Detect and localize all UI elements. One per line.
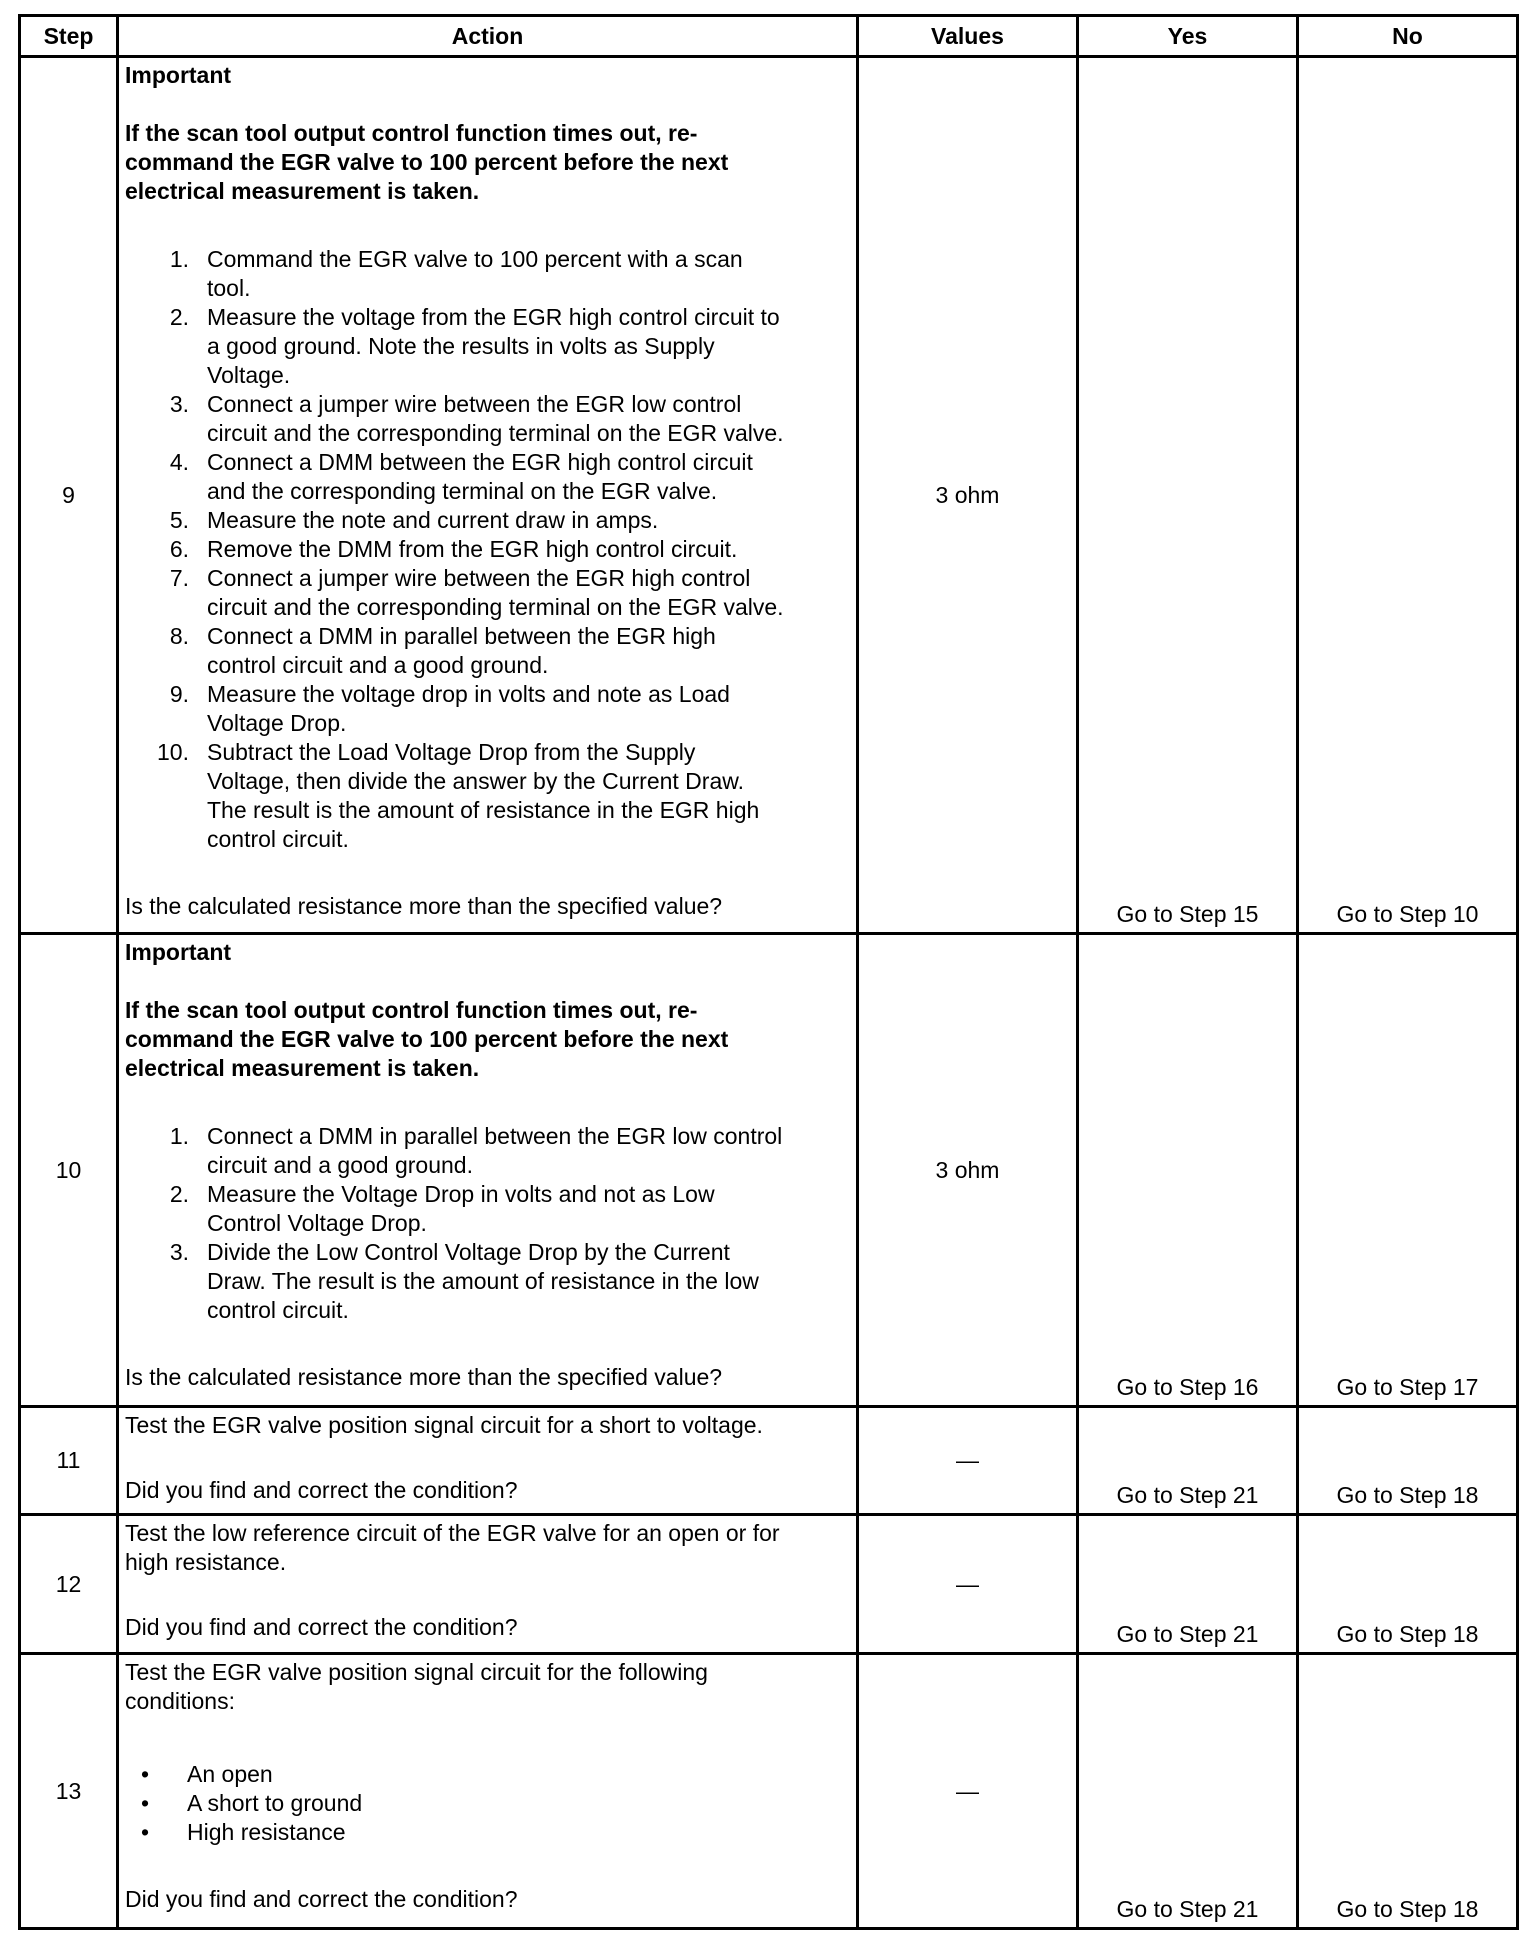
list-item: • High resistance (125, 1818, 856, 1847)
table-row (20, 1654, 1518, 1929)
list-item: • A short to ground (125, 1789, 856, 1818)
header-action: Action (118, 16, 858, 57)
list-item: 4. Connect a DMM between the EGR high control circuit and the corresponding terminal on the EGR valve. (169, 449, 753, 504)
value-cell: 3 ohm (858, 57, 1078, 934)
bullet-icon: • (140, 1790, 149, 1816)
yes-cell: Go to Step 21 (1078, 1515, 1298, 1654)
table-row (20, 1515, 1518, 1654)
procedure-list (125, 245, 856, 854)
table-row (20, 1407, 1518, 1515)
action-cell (118, 57, 858, 934)
no-cell: Go to Step 17 (1298, 934, 1518, 1407)
important-text: command the EGR valve to 100 percent before the next (125, 1026, 729, 1052)
question-text: Did you find and correct the condition? (125, 1477, 518, 1503)
yes-cell: Go to Step 15 (1078, 57, 1298, 934)
yes-cell: Go to Step 16 (1078, 934, 1298, 1407)
diagnostic-table (18, 14, 1519, 1930)
list-item: 3. Divide the Low Control Voltage Drop by the Current Draw. The result is the amount of resistance in the low control circuit. (169, 1239, 759, 1323)
step-number: 10 (20, 934, 118, 1407)
action-cell (118, 1515, 858, 1654)
step-number: 13 (20, 1654, 118, 1929)
important-text: If the scan tool output control function times out, re- (125, 120, 698, 146)
important-text: electrical measurement is taken. (125, 1055, 480, 1081)
important-text: electrical measurement is taken. (125, 178, 480, 204)
list-item: 2. Measure the Voltage Drop in volts and not as Low Control Voltage Drop. (169, 1181, 715, 1236)
action-text: conditions: (125, 1688, 235, 1714)
step-number: 9 (20, 57, 118, 934)
header-row (20, 16, 1518, 57)
list-item: 6. Remove the DMM from the EGR high control circuit. (169, 536, 738, 562)
step-number: 12 (20, 1515, 118, 1654)
action-text: Test the EGR valve position signal circuit for a short to voltage. (125, 1412, 763, 1438)
action-cell (118, 934, 858, 1407)
list-item: 1. Command the EGR valve to 100 percent with a scan tool. (169, 246, 743, 301)
action-cell (118, 1654, 858, 1929)
no-cell: Go to Step 10 (1298, 57, 1518, 934)
list-item: 7. Connect a jumper wire between the EGR high control circuit and the corresponding terminal on the EGR valve. (169, 565, 784, 620)
important-text: command the EGR valve to 100 percent before the next (125, 149, 729, 175)
list-item: • An open (125, 1760, 856, 1789)
yes-cell: Go to Step 21 (1078, 1407, 1298, 1515)
no-cell: Go to Step 18 (1298, 1407, 1518, 1515)
list-item: 10. Subtract the Load Voltage Drop from the Supply Voltage, then divide the answer by the Current Draw. The result is the amount of resistance in the EGR high control circuit. (157, 739, 760, 852)
list-item: 3. Connect a jumper wire between the EGR low control circuit and the corresponding terminal on the EGR valve. (169, 391, 784, 446)
action-text: Test the EGR valve position signal circuit for the following (125, 1659, 708, 1685)
step-number: 11 (20, 1407, 118, 1515)
important-label: Important (125, 939, 232, 965)
yes-cell: Go to Step 21 (1078, 1654, 1298, 1929)
question-text: Is the calculated resistance more than the specified value? (125, 893, 723, 919)
header-no: No (1298, 16, 1518, 57)
no-cell: Go to Step 18 (1298, 1515, 1518, 1654)
value-cell: 3 ohm (858, 934, 1078, 1407)
bullet-icon: • (140, 1819, 149, 1845)
question-text: Did you find and correct the condition? (125, 1886, 518, 1912)
list-item: 2. Measure the voltage from the EGR high control circuit to a good ground. Note the results in volts as Supply Voltage. (169, 304, 780, 388)
action-text: Test the low reference circuit of the EGR valve for an open or for (125, 1520, 780, 1546)
header-values: Values (858, 16, 1078, 57)
action-text: high resistance. (125, 1549, 287, 1575)
value-cell: — (858, 1515, 1078, 1654)
procedure-list (125, 1122, 856, 1325)
list-item: 5. Measure the note and current draw in amps. (169, 507, 659, 533)
header-yes: Yes (1078, 16, 1298, 57)
important-text: If the scan tool output control function times out, re- (125, 997, 698, 1023)
conditions-list (125, 1760, 856, 1847)
bullet-icon: • (140, 1761, 149, 1787)
value-cell: — (858, 1654, 1078, 1929)
list-item: 1. Connect a DMM in parallel between the EGR low control circuit and a good ground. (169, 1123, 783, 1178)
important-label: Important (125, 62, 232, 88)
header-step: Step (20, 16, 118, 57)
list-item: 9. Measure the voltage drop in volts and note as Load Voltage Drop. (169, 681, 730, 736)
list-item: 8. Connect a DMM in parallel between the EGR high control circuit and a good ground. (169, 623, 716, 678)
value-cell: — (858, 1407, 1078, 1515)
table-row (20, 934, 1518, 1407)
no-cell: Go to Step 18 (1298, 1654, 1518, 1929)
action-cell (118, 1407, 858, 1515)
table-row (20, 57, 1518, 934)
question-text: Is the calculated resistance more than the specified value? (125, 1364, 723, 1390)
question-text: Did you find and correct the condition? (125, 1614, 518, 1640)
